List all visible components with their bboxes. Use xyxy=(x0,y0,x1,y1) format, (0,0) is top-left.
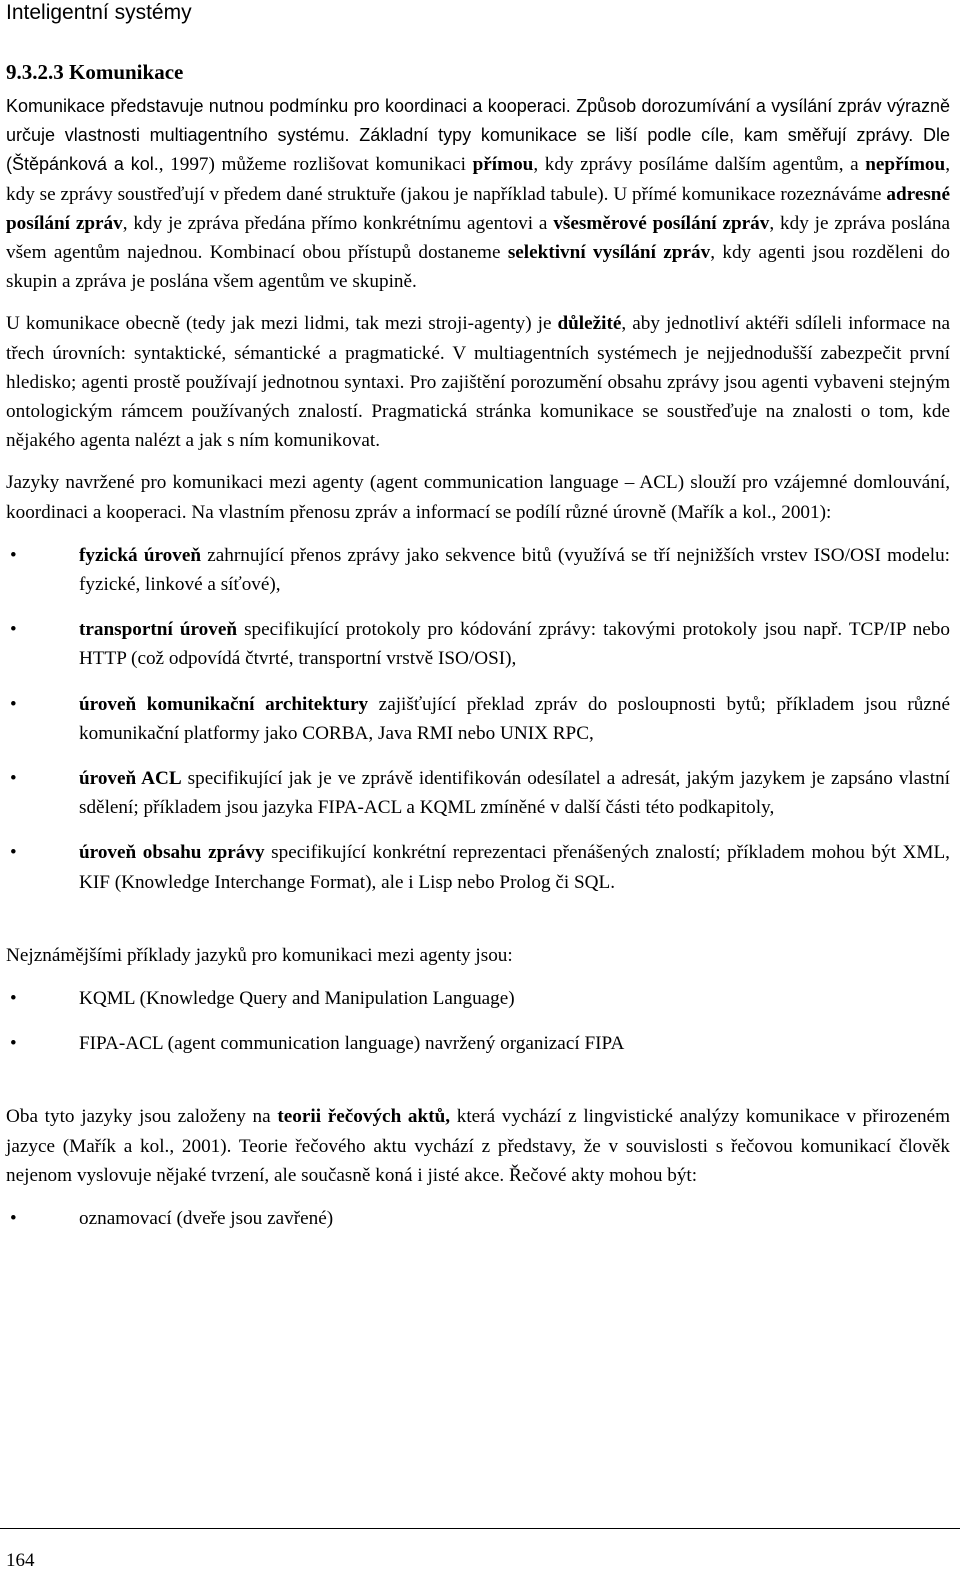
acts-list xyxy=(6,1204,950,1233)
paragraph-speech-acts: Oba tyto jazyky jsou založeny na teorii řečových aktů, která vychází z lingvistické analýzy komunikace v přirozeném jazyce (Mařík a kol., 2001). Teorie řečového aktu vychází z představy, že v souvislosti s řečovou komunikací člověk nejenom vyslovuje nějaké tvrzení, ale současně koná i jisté akce. Řečové akty mohou být: xyxy=(6,1106,951,1186)
term-indirect: nepřímou xyxy=(865,154,946,176)
bullet-icon: • xyxy=(10,1208,17,1230)
bullet-icon: • xyxy=(10,619,17,641)
paragraph-languages-intro: Nejznámějšími příklady jazyků pro komunikaci mezi agenty jsou: xyxy=(6,944,513,966)
bullet-icon: • xyxy=(10,768,17,790)
languages-list xyxy=(6,984,950,1058)
paragraph-communication-types: Komunikace představuje nutnou podmínku pro koordinaci a kooperaci. Způsob dorozumívání a vysílání zpráv výrazně určuje vlastnosti multiagentního systému. Základní typy komunikace se liší podle cíle, kam směřují zprávy. Dle (Štěpánková a kol., 1997) můžeme rozlišovat komunikaci přímou, kdy zprávy posíláme dalším agentům, a nepřímou, kdy se zprávy soustřeďují v předem dané struktuře (jakou je například tabule). U přímé komunikace rozeznáváme adresné posílání zpráv, kdy je zpráva předána přímo konkrétnímu agentovi a všesměrové posílání zpráv, kdy je zpráva poslána všem agentům najednou. Kombinací obou přístupů dostaneme selektivní vysílání zpráv, kdy agenti jsou rozděleni do skupin a zpráva je poslána všem agentům ve skupině. xyxy=(6,96,951,293)
list-item-acl-level: • úroveň ACL specifikující jak je ve zprávě identifikován odesílatel a adresát, jakým jazykem je zapsáno vlastní sdělení; příkladem jsou jazyka FIPA-ACL a KQML zmíněné v další části této podkapitoly, xyxy=(6,764,950,822)
paragraph-sans-part: Komunikace představuje nutnou podmínku pro koordinaci a kooperaci. Způsob dorozumívání a vysílání zpráv výrazně určuje vlastnosti multiagentního systému. Základní typy komunikace se liší podle cíle, kam směřují zprávy. Dle (Štěpánková a kol. xyxy=(6,96,950,175)
bullet-icon: • xyxy=(10,544,17,566)
list-item-architecture-level: • úroveň komunikační architektury zajišťující překlad zpráv do posloupnosti bytů; příkladem jsou různé komunikační platformy jako CORBA, Java RMI nebo UNIX RPC, xyxy=(6,690,950,748)
term-broadcast: všesměrové posílání zpráv xyxy=(553,212,770,234)
page-body xyxy=(6,58,950,1249)
running-header: Inteligentní systémy xyxy=(6,1,192,24)
term-speech-act-theory: teorii řečových aktů, xyxy=(277,1106,451,1128)
term-direct: přímou xyxy=(472,154,534,176)
footer-divider xyxy=(0,1528,960,1529)
section-heading: 9.3.2.3 Komunikace xyxy=(6,60,184,84)
list-item-kqml: • KQML (Knowledge Query and Manipulation Language) xyxy=(6,984,950,1013)
term-addressed: adresné posílání zpráv xyxy=(6,183,950,234)
paragraph-communication-levels: U komunikace obecně (tedy jak mezi lidmi, tak mezi stroji-agenty) je důležité, aby jednotliví aktéři sdíleli informace na třech úrovních: syntaktické, sémantické a pragmatické. V multiagentních systémech je nejjednodušší zabezpečit první hledisko; agenti prostě používají jednotnou syntaxi. Pro zajištění porozumění obsahu zprávy jsou agenti vybaveni stejným ontologickým rámcem používaných znalostí. Pragmatická stránka komunikace se soustřeďuje na znalosti o tom, kde nějakého agenta nalézt a jak s ním komunikovat. xyxy=(6,313,950,452)
levels-list xyxy=(6,541,950,897)
bullet-icon: • xyxy=(10,988,17,1010)
list-item-transport-level: • transportní úroveň specifikující protokoly pro kódování zprávy: takovými protokoly jsou např. TCP/IP nebo HTTP (což odpovídá čtvrté, transportní vrstvě ISO/OSI), xyxy=(6,615,950,673)
list-item-declarative-act: • oznamovací (dveře jsou zavřené) xyxy=(6,1204,950,1233)
list-item-physical-level: • fyzická úroveň zahrnující přenos zprávy jako sekvence bitů (využívá se tří nejnižších vrstev ISO/OSI modelu: fyzické, linkové a síťové), xyxy=(6,541,950,599)
bullet-icon: • xyxy=(10,842,17,864)
list-item-fipa-acl: • FIPA-ACL (agent communication language) navržený organizací FIPA xyxy=(6,1029,950,1058)
list-item-content-level: • úroveň obsahu zprávy specifikující konkrétní reprezentaci přenášených znalostí; příkladem mohou být XML, KIF (Knowledge Interchange Format), ale i Lisp nebo Prolog či SQL. xyxy=(6,838,950,896)
term-important: důležité xyxy=(557,313,622,335)
paragraph-acl-intro: Jazyky navržené pro komunikaci mezi agenty (agent communication language – ACL) slouží pro vzájemné domlouvání, koordinaci a kooperaci. Na vlastním přenosu zpráv a informací se podílí různé úrovně (Mařík a kol., 2001): xyxy=(6,472,950,523)
bullet-icon: • xyxy=(10,1033,17,1055)
bullet-icon: • xyxy=(10,693,17,715)
term-selective: selektivní vysílání zpráv xyxy=(507,242,711,264)
page-number: 164 xyxy=(6,1550,35,1571)
